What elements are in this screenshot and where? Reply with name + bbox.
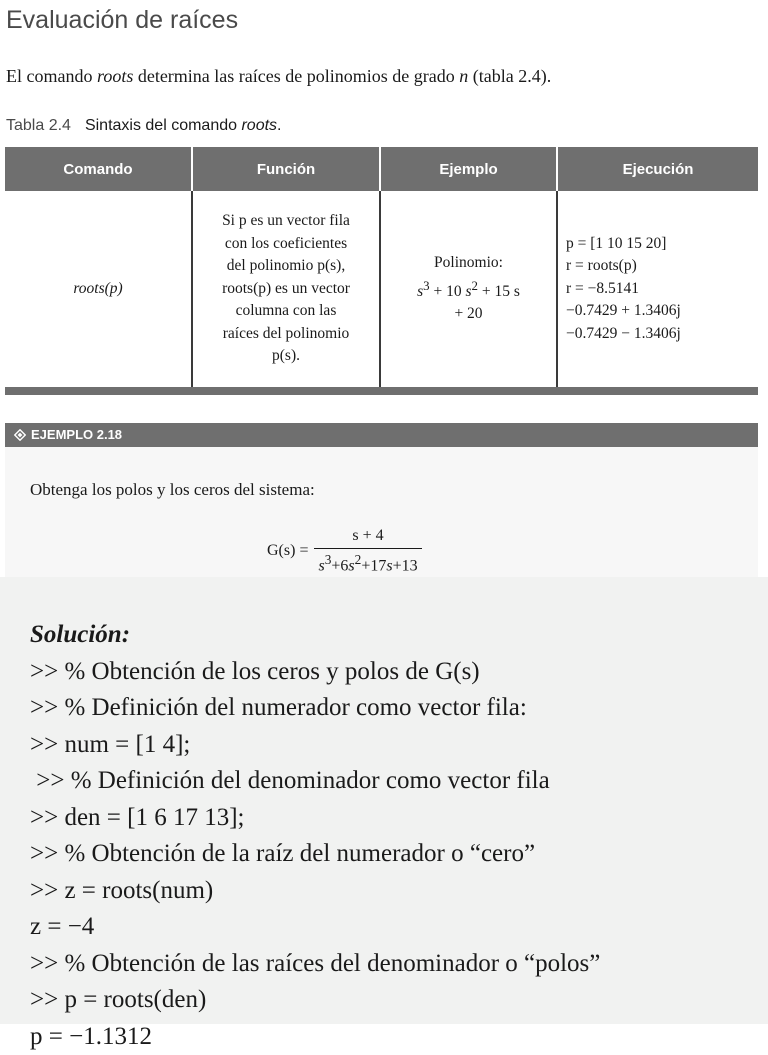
- cell-execution: [557, 191, 758, 391]
- solution-line: >> den = [1 6 17 13];: [30, 800, 600, 837]
- solution-line: >> % Obtención de las raíces del denominador o “polos”: [30, 946, 600, 983]
- table-caption: [6, 117, 282, 135]
- function-line: roots(p) es un vector: [201, 278, 371, 301]
- cell-function: [192, 191, 380, 391]
- solution-line: >> % Definición del numerador como vector fila:: [30, 690, 600, 727]
- formula-fraction: [314, 527, 421, 575]
- solution-line: >> p = roots(den): [30, 982, 600, 1019]
- cell-example: [380, 191, 557, 391]
- table-caption-text: Sintaxis del comando: [85, 117, 242, 134]
- solution-line: >> num = [1 4];: [30, 727, 600, 764]
- header-command: Comando: [5, 147, 192, 191]
- function-line: del polinomio p(s),: [201, 255, 371, 278]
- function-line: columna con las: [201, 300, 371, 323]
- table-row: [5, 191, 758, 391]
- header-example: Ejemplo: [380, 147, 557, 191]
- execution-line: −0.7429 + 1.3406j: [566, 300, 750, 323]
- table-caption-label: Tabla 2.4: [6, 117, 71, 134]
- solution-line: p = −1.1312: [30, 1019, 600, 1055]
- execution-line: r = roots(p): [566, 255, 750, 278]
- table-header-row: [5, 147, 758, 191]
- solution-line: z = −4: [30, 909, 600, 946]
- intro-paragraph: [6, 66, 551, 87]
- example-header-label: EJEMPLO 2.18: [31, 427, 122, 442]
- formula-denominator: $s^3+6s^2+17s+13$: [314, 548, 421, 575]
- example-header: [5, 423, 758, 447]
- solution-line: >> % Obtención de los ceros y polos de G(s): [30, 654, 600, 691]
- example-constant: + 20: [389, 303, 548, 326]
- example-box: [5, 447, 758, 577]
- cell-command: [5, 191, 192, 391]
- table-caption-command: roots: [241, 117, 277, 134]
- intro-post: (tabla 2.4).: [468, 66, 551, 86]
- execution-line: r = −8.5141: [566, 278, 750, 301]
- function-line: Si p es un vector fila: [201, 210, 371, 233]
- example-polynomial: $s^3 + 10$ $s^2 + 15$ s: [389, 275, 548, 304]
- formula-numerator: s + 4: [346, 527, 389, 548]
- solution-line: >> % Definición del denominador como vector fila: [30, 763, 600, 800]
- table-caption-end: .: [277, 117, 281, 134]
- syntax-table: [5, 147, 758, 395]
- transfer-function: [267, 527, 422, 575]
- solution-line: >> % Obtención de la raíz del numerador o “cero”: [30, 836, 600, 873]
- header-function: Función: [192, 147, 380, 191]
- section-title: Evaluación de raíces: [6, 6, 238, 35]
- intro-mid: determina las raíces de polinomios de grado: [133, 66, 459, 86]
- function-line: raíces del polinomio: [201, 323, 371, 346]
- intro-pre: El comando: [6, 66, 97, 86]
- example-text: Obtenga los polos y los ceros del sistema:: [30, 480, 315, 500]
- solution-title: Solución:: [30, 617, 600, 654]
- function-line: con los coeficientes: [201, 233, 371, 256]
- execution-line: p = [1 10 15 20]: [566, 233, 750, 256]
- example-poly-end: + 15 s: [482, 283, 520, 300]
- solution-line: >> z = roots(num): [30, 873, 600, 910]
- intro-degree: n: [459, 66, 468, 86]
- header-execution: Ejecución: [557, 147, 758, 191]
- example-label: Polinomio:: [389, 252, 548, 275]
- command-value: roots(p): [73, 280, 122, 297]
- execution-line: −0.7429 − 1.3406j: [566, 323, 750, 346]
- intro-command: roots: [97, 66, 133, 86]
- diamond-icon: [14, 429, 26, 441]
- formula-lhs: G(s) =: [267, 542, 308, 560]
- solution-panel: [0, 577, 768, 1024]
- function-line: p(s).: [201, 345, 371, 368]
